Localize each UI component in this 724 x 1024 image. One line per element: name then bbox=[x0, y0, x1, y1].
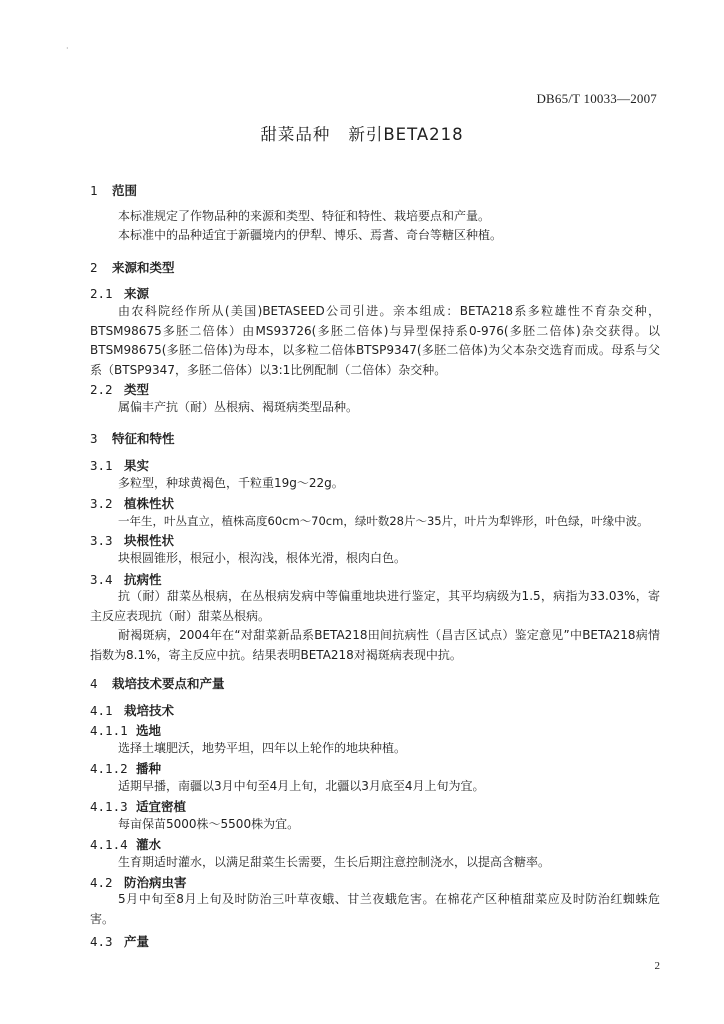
section-heading-4-1-2: 4.1.2 播种 bbox=[90, 761, 162, 776]
section-2-2-para: 属偏丰产抗（耐）丛根病、褐斑病类型品种。 bbox=[118, 400, 359, 414]
section-heading-2-2: 2.2 类型 bbox=[90, 382, 150, 397]
section-heading-4-2: 4.2 防治病虫害 bbox=[90, 875, 187, 890]
title-crop: 甜菜品种 bbox=[260, 125, 331, 144]
section-1-para-1: 本标准规定了作物品种的来源和类型、特征和特性、栽培要点和产量。 bbox=[118, 209, 491, 223]
section-heading-4: 4 栽培技术要点和产量 bbox=[90, 676, 225, 691]
section-heading-4-1-4: 4.1.4 灌水 bbox=[90, 837, 162, 852]
section-4-1-3-para: 每亩保苗5000株～5500株为宜。 bbox=[118, 817, 300, 831]
section-4-1-4-para: 生育期适时灌水，以满足甜菜生长需要，生长后期注意控制浇水，以提高含糖率。 bbox=[118, 855, 551, 869]
section-heading-2: 2 来源和类型 bbox=[90, 260, 175, 275]
standard-number: DB65/T 10033—2007 bbox=[536, 91, 657, 106]
section-heading-3-1: 3.1 果实 bbox=[90, 458, 150, 473]
section-3-2-para: 一年生，叶丛直立，植株高度60cm～70cm，绿叶数28片～35片，叶片为犁铧形，叶色绿，叶缘中波。 bbox=[118, 514, 649, 528]
section-heading-4-1-1: 4.1.1 选地 bbox=[90, 723, 162, 738]
section-3-1-para: 多粒型，种球黄褐色，千粒重19g～22g。 bbox=[118, 476, 344, 490]
document-title bbox=[0, 121, 724, 145]
scan-speck: · bbox=[66, 44, 69, 53]
section-heading-3: 3 特征和特性 bbox=[90, 431, 175, 446]
page-number: 2 bbox=[654, 960, 660, 972]
section-heading-1: 1 范围 bbox=[90, 183, 138, 198]
section-4-1-1-para: 选择土壤肥沃，地势平坦，四年以上轮作的地块种植。 bbox=[118, 741, 407, 755]
section-heading-4-1: 4.1 栽培技术 bbox=[90, 703, 175, 718]
section-heading-4-3: 4.3 产量 bbox=[90, 934, 150, 949]
section-3-4-para-2: 耐褐斑病，2004年在“对甜菜新品系BETA218田间抗病性（昌吉区试点）鉴定意见”中BETA218病情指数为8.1%，寄主反应中抗。结果表明BETA218对褐斑病表现中抗。 bbox=[90, 628, 660, 662]
section-2-1-para: 由农科院经作所从(美国)BETASEED公司引进。亲本组成：BETA218系多粒雄性不育杂交种，BTSM98675多胚二倍体）由MS93726(多胚二倍体)与异型保持系0-976(多胚二倍体)杂交获得。以BTSM98675(多胚二倍体)为母本，以多粒二倍体BTSP9347(多胚二倍体)为父本杂交选育而成。母系与父系（BTSP9347，多胚二倍体）以3:1比例配制（二倍体）杂交种。 bbox=[90, 304, 660, 377]
section-heading-4-1-3: 4.1.3 适宜密植 bbox=[90, 799, 187, 814]
section-heading-3-2: 3.2 植株性状 bbox=[90, 496, 175, 511]
section-4-2-para: 5月中旬至8月上旬及时防治三叶草夜蛾、甘兰夜蛾危害。在棉花产区种植甜菜应及时防治红蜘蛛危害。 bbox=[90, 892, 660, 926]
section-4-1-2-para: 适期早播，南疆以3月中旬至4月上旬，北疆以3月底至4月上旬为宜。 bbox=[118, 779, 485, 793]
section-3-4-para-1: 抗（耐）甜菜丛根病，在丛根病发病中等偏重地块进行鉴定，其平均病级为1.5，病指为33.03%，寄主反应表现抗（耐）甜菜丛根病。 bbox=[90, 589, 660, 623]
title-variety: 新引BETA218 bbox=[348, 125, 464, 144]
section-1-para-2: 本标准中的品种适宜于新疆境内的伊犁、博乐、焉耆、奇台等糖区种植。 bbox=[118, 228, 503, 242]
section-heading-2-1: 2.1 来源 bbox=[90, 286, 150, 301]
section-heading-3-3: 3.3 块根性状 bbox=[90, 533, 175, 548]
section-heading-3-4: 3.4 抗病性 bbox=[90, 572, 162, 587]
section-3-3-para: 块根圆锥形，根冠小，根沟浅，根体光滑，根肉白色。 bbox=[118, 551, 407, 565]
